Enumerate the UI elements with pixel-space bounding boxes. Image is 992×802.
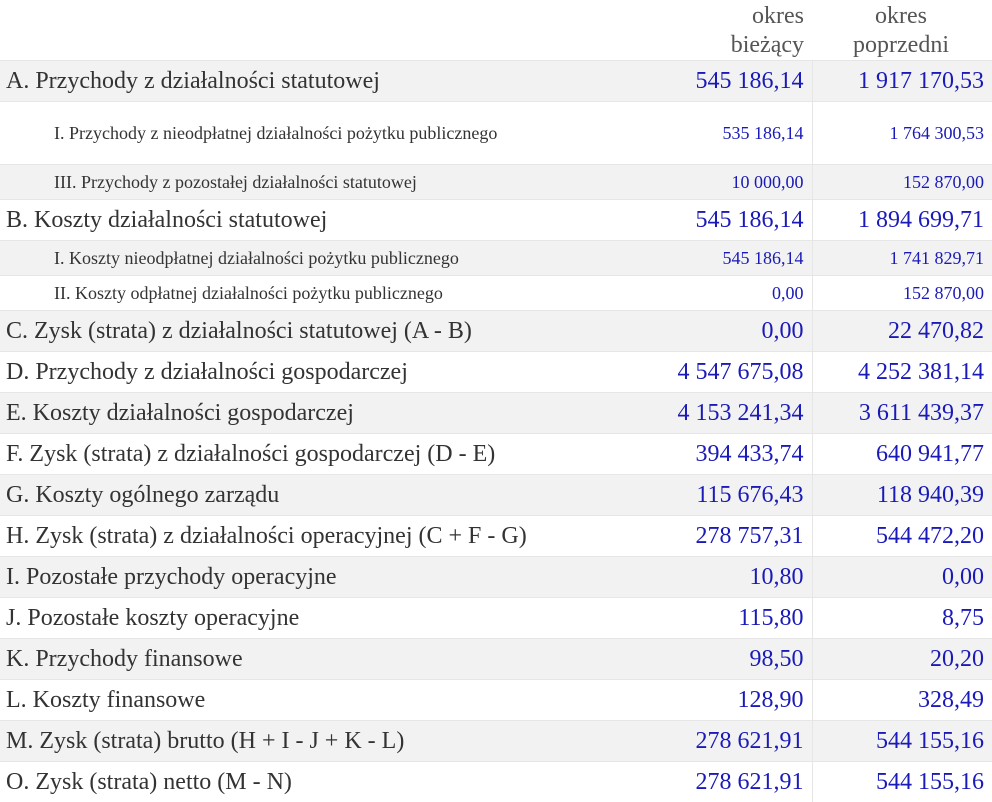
row-label: L. Koszty finansowe xyxy=(0,680,636,721)
row-label: E. Koszty działalności gospodarczej xyxy=(0,393,636,434)
row-previous-value: 20,20 xyxy=(812,639,992,680)
table-row xyxy=(0,557,992,598)
row-previous-value: 152 870,00 xyxy=(812,276,992,311)
row-current-value: 545 186,14 xyxy=(636,61,812,102)
header-current-line1: okres xyxy=(636,2,804,31)
table-row xyxy=(0,598,992,639)
row-previous-value: 152 870,00 xyxy=(812,165,992,200)
table-row xyxy=(0,200,992,241)
row-label: D. Przychody z działalności gospodarczej xyxy=(0,352,636,393)
row-current-value: 278 621,91 xyxy=(636,721,812,762)
table-row xyxy=(0,762,992,802)
row-label: F. Zysk (strata) z działalności gospodarczej (D - E) xyxy=(0,434,636,475)
row-current-value: 98,50 xyxy=(636,639,812,680)
row-previous-value: 1 764 300,53 xyxy=(812,102,992,165)
row-label: A. Przychody z działalności statutowej xyxy=(0,61,636,102)
row-current-value: 115,80 xyxy=(636,598,812,639)
row-previous-value: 544 155,16 xyxy=(812,762,992,802)
row-current-value: 278 757,31 xyxy=(636,516,812,557)
table-row xyxy=(0,352,992,393)
row-label: H. Zysk (strata) z działalności operacyjnej (C + F - G) xyxy=(0,516,636,557)
table-row xyxy=(0,102,992,165)
table-row xyxy=(0,639,992,680)
row-previous-value: 544 155,16 xyxy=(812,721,992,762)
row-previous-value: 640 941,77 xyxy=(812,434,992,475)
table-row xyxy=(0,721,992,762)
row-previous-value: 1 741 829,71 xyxy=(812,241,992,276)
row-label: G. Koszty ogólnego zarządu xyxy=(0,475,636,516)
row-current-value: 535 186,14 xyxy=(636,102,812,165)
row-label: K. Przychody finansowe xyxy=(0,639,636,680)
row-previous-value: 1 917 170,53 xyxy=(812,61,992,102)
row-previous-value: 1 894 699,71 xyxy=(812,200,992,241)
row-previous-value: 0,00 xyxy=(812,557,992,598)
row-label: J. Pozostałe koszty operacyjne xyxy=(0,598,636,639)
header-current-line2: bieżący xyxy=(636,31,804,60)
header-previous-line1: okres xyxy=(826,2,976,31)
row-label: I. Przychody z nieodpłatnej działalności pożytku publicznego xyxy=(0,102,636,165)
header-previous-period xyxy=(812,0,992,61)
row-previous-value: 3 611 439,37 xyxy=(812,393,992,434)
row-current-value: 278 621,91 xyxy=(636,762,812,802)
header-label-spacer xyxy=(0,0,636,61)
table-row xyxy=(0,434,992,475)
header-previous-line2: poprzedni xyxy=(826,31,976,60)
row-label: B. Koszty działalności statutowej xyxy=(0,200,636,241)
table-row xyxy=(0,516,992,557)
row-current-value: 394 433,74 xyxy=(636,434,812,475)
row-label: I. Koszty nieodpłatnej działalności pożytku publicznego xyxy=(0,241,636,276)
row-previous-value: 4 252 381,14 xyxy=(812,352,992,393)
table-row xyxy=(0,393,992,434)
row-previous-value: 22 470,82 xyxy=(812,311,992,352)
table-row xyxy=(0,276,992,311)
row-previous-value: 8,75 xyxy=(812,598,992,639)
row-previous-value: 544 472,20 xyxy=(812,516,992,557)
row-label: O. Zysk (strata) netto (M - N) xyxy=(0,762,636,802)
row-current-value: 4 547 675,08 xyxy=(636,352,812,393)
row-current-value: 0,00 xyxy=(636,276,812,311)
row-current-value: 545 186,14 xyxy=(636,200,812,241)
row-label: III. Przychody z pozostałej działalności statutowej xyxy=(0,165,636,200)
row-label: C. Zysk (strata) z działalności statutowej (A - B) xyxy=(0,311,636,352)
row-current-value: 4 153 241,34 xyxy=(636,393,812,434)
row-current-value: 10 000,00 xyxy=(636,165,812,200)
row-label: II. Koszty odpłatnej działalności pożytku publicznego xyxy=(0,276,636,311)
row-current-value: 0,00 xyxy=(636,311,812,352)
table-row xyxy=(0,680,992,721)
table-row xyxy=(0,241,992,276)
row-current-value: 10,80 xyxy=(636,557,812,598)
row-label: I. Pozostałe przychody operacyjne xyxy=(0,557,636,598)
row-previous-value: 328,49 xyxy=(812,680,992,721)
table-row xyxy=(0,165,992,200)
row-current-value: 128,90 xyxy=(636,680,812,721)
table-row xyxy=(0,311,992,352)
row-current-value: 115 676,43 xyxy=(636,475,812,516)
row-previous-value: 118 940,39 xyxy=(812,475,992,516)
header-current-period xyxy=(636,0,812,61)
table-row xyxy=(0,475,992,516)
table-header-row xyxy=(0,0,992,61)
table-row xyxy=(0,61,992,102)
row-label: M. Zysk (strata) brutto (H + I - J + K - L) xyxy=(0,721,636,762)
row-current-value: 545 186,14 xyxy=(636,241,812,276)
